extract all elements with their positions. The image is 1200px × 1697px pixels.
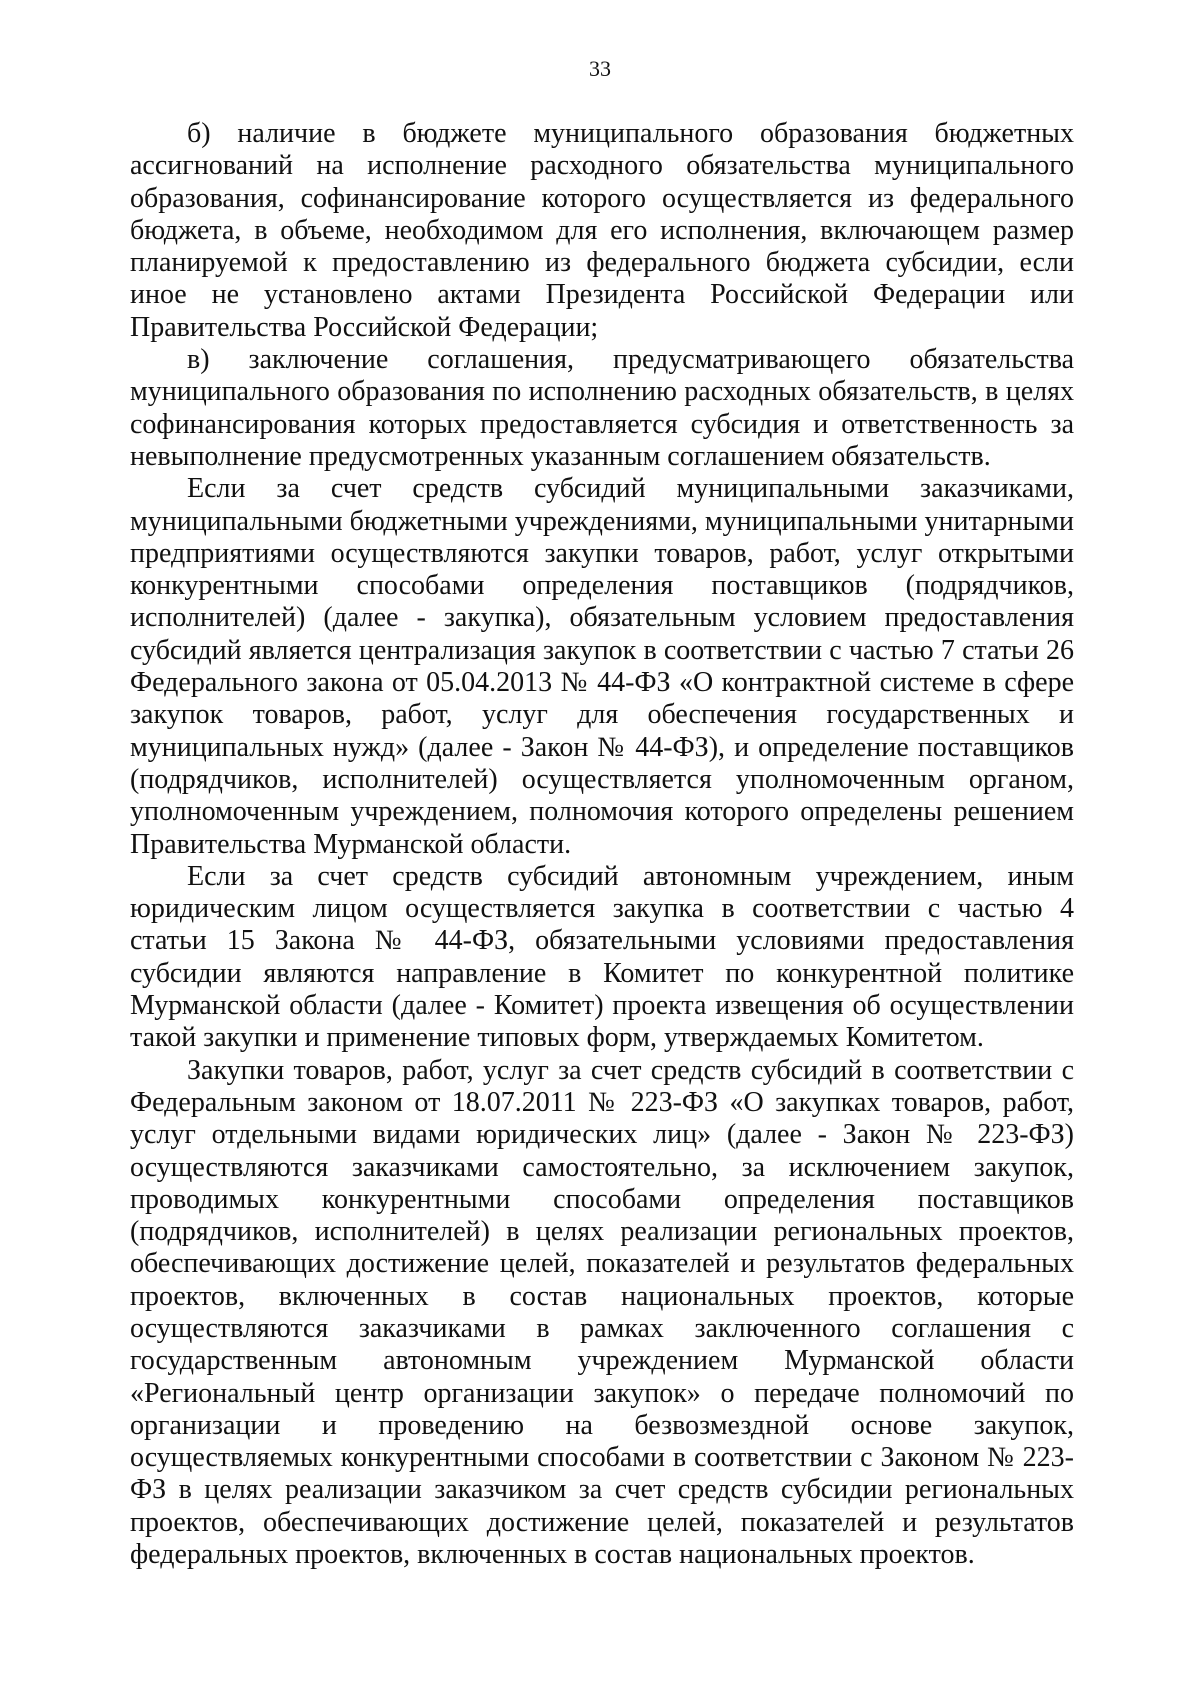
paragraph-autonomous-institution: Если за счет средств субсидий автономным учреждением, иным юридическим лицом осуществляется закупка в соответствии с частью 4 статьи 15 Закона № 44-ФЗ, обязательными условиями предоставления субсидии являются направление в Комитет по конкурентной политике Мурманской области (далее - Комитет) проекта извещения об осуществлении такой закупки и применение типовых форм, утверждаемых Комитетом. [130, 860, 1074, 1054]
paragraph-item-b: б) наличие в бюджете муниципального образования бюджетных ассигнований на исполнение расходного обязательства муниципального образования, софинансирование которого осуществляется из федерального бюджета, в объеме, необходимом для его исполнения, включающем размер планируемой к предоставлению из федерального бюджета субсидии, если иное не установлено актами Президента Российской Федерации или Правительства Российской Федерации; [130, 118, 1074, 343]
paragraph-item-v: в) заключение соглашения, предусматривающего обязательства муниципального образования по исполнению расходных обязательств, в целях софинансирования которых предоставляется субсидия и ответственность за невыполнение предусмотренных указанным соглашением обязательств. [130, 344, 1074, 472]
page-number: 33 [589, 56, 611, 81]
paragraph-223-fz-procurement: Закупки товаров, работ, услуг за счет средств субсидий в соответствии с Федеральным законом от 18.07.2011 № 223-ФЗ «О закупках товаров, работ, услуг отдельными видами юридических лиц» (далее - Закон № 223-ФЗ) осуществляются заказчиками самостоятельно, за исключением закупок, проводимых конкурентными способами определения поставщиков (подрядчиков, исполнителей) в целях реализации региональных проектов, обеспечивающих достижение целей, показателей и результатов федеральных проектов, включенных в состав национальных проектов, которые осуществляются заказчиками в рамках заключенного соглашения с государственным автономным учреждением Мурманской области «Региональный центр организации закупок» о передаче полномочий по организации и проведению на безвозмездной основе закупок, осуществляемых конкурентными способами в соответствии с Законом № 223-ФЗ в целях реализации заказчиком за счет средств субсидии региональных проектов, обеспечивающих достижение целей, показателей и результатов федеральных проектов, включенных в состав национальных проектов. [130, 1054, 1074, 1571]
paragraph-centralized-procurement: Если за счет средств субсидий муниципальными заказчиками, муниципальными бюджетными учреждениями, муниципальными унитарными предприятиями осуществляются закупки товаров, работ, услуг открытыми конкурентными способами определения поставщиков (подрядчиков, исполнителей) (далее - закупка), обязательным условием предоставления субсидий является централизация закупок в соответствии с частью 7 статьи 26 Федерального закона от 05.04.2013 № 44-ФЗ «О контрактной системе в сфере закупок товаров, работ, услуг для обеспечения государственных и муниципальных нужд» (далее - Закон № 44-ФЗ), и определение поставщиков (подрядчиков, исполнителей) осуществляется уполномоченным органом, уполномоченным учреждением, полномочия которого определены решением Правительства Мурманской области. [130, 473, 1074, 860]
document-body [130, 118, 1074, 1571]
